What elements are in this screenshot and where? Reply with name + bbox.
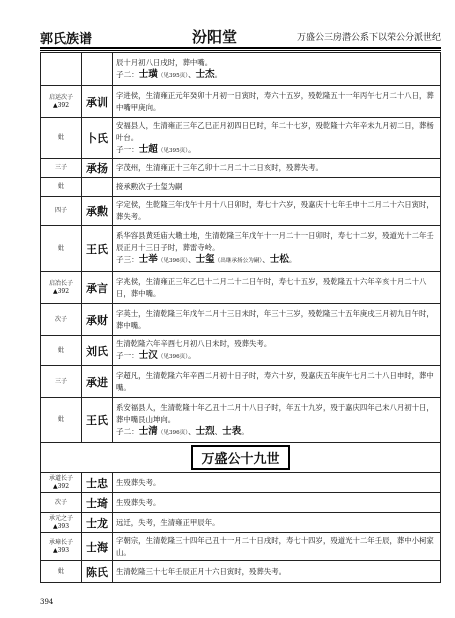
person-name: 王氏 (82, 398, 113, 443)
lineage-subtitle: 万盛公三房潜公系下以荣公分派世纪 (296, 33, 441, 43)
child-name: 士超 (138, 143, 158, 155)
entry-row (41, 53, 441, 86)
relation-note: 启运次子 ▲392 (41, 86, 82, 118)
children-text: 、 (188, 255, 196, 264)
header-rule (40, 47, 441, 49)
entry-row (41, 178, 441, 197)
person-name: 承扬 (82, 159, 113, 178)
biography-cell (113, 398, 441, 443)
biography-cell (113, 336, 441, 366)
person-name: 士琦 (82, 493, 113, 513)
biography-text: 系安福县人，生清乾隆十年乙丑十二月十八日子时，年五十九岁，殁于嘉庆四年己未八月初十日，葬中嘴艮山坤向。 (116, 402, 434, 424)
biography-cell (113, 178, 441, 197)
person-name: 承财 (82, 304, 113, 336)
relation-note (41, 53, 82, 86)
children-line (116, 426, 437, 439)
children-text: 子一： (116, 351, 139, 360)
biography-cell (113, 272, 441, 304)
relation-note: 妣 (41, 226, 82, 272)
entry-row (41, 226, 441, 272)
genealogy-table (40, 52, 441, 583)
biography-text: 生清乾隆六年辛酉七月初八日未时，殁葬失考。 (116, 339, 272, 348)
entry-row (41, 159, 441, 178)
children-text: 子三： (116, 255, 139, 264)
biography-cell (113, 159, 441, 178)
relation-note: 妣 (41, 398, 82, 443)
entry-row (41, 513, 441, 533)
entry-row (41, 473, 441, 493)
biography-cell (113, 118, 441, 159)
entry-row (41, 398, 441, 443)
child-name: 士汉 (138, 350, 158, 361)
person-name (82, 178, 113, 197)
entry-row (41, 272, 441, 304)
page-ref: （见396页） (157, 258, 189, 264)
biography-text: 字朝宗，生清乾隆三十四年己丑十一月二十日戌时，寿七十四岁，殁道光十二年壬辰，葬中小柯家山。 (113, 533, 441, 561)
biography-text: 生殁葬失考。 (113, 493, 441, 513)
child-name: 士烈 (195, 425, 215, 437)
biography-text: 字超凡，生清乾隆六年辛酉二月初十日子时，寿六十岁，殁嘉庆五年庚午七月二十八日申时，葬中嘴。 (116, 370, 434, 392)
children-text: 。 (188, 351, 196, 360)
person-name: 士龙 (82, 513, 113, 533)
generation-heading: 万盛公十九世 (191, 445, 289, 470)
child-name: 士表 (222, 425, 242, 437)
children-line (116, 350, 437, 363)
biography-text: 字英士，生清乾隆三年戊午二月十三日未时，年三十三岁，殁乾隆三十五年庚戌三月初九日午时，葬中嘴。 (116, 308, 434, 330)
child-name: 士清 (138, 425, 158, 437)
entry-row (41, 533, 441, 561)
biography-text: 接承勲次子士玺为嗣 (116, 182, 183, 191)
biography-cell (113, 197, 441, 226)
children-text: 。 (214, 69, 223, 79)
person-name: 士海 (82, 533, 113, 561)
entry-row (41, 493, 441, 513)
children-text: 子一： (116, 144, 139, 154)
children-line (116, 254, 437, 267)
child-name: 士松 (269, 254, 289, 265)
entry-row (41, 336, 441, 366)
children-text: 子二： (116, 426, 139, 436)
entry-row (41, 86, 441, 118)
children-text: 、 (188, 426, 196, 436)
children-text: 。 (288, 255, 297, 264)
children-text: 子二： (116, 69, 139, 79)
children-text: 、 (262, 255, 270, 264)
biography-text: 生清乾隆三十七年壬辰正月十六日寅时，殁葬失考。 (113, 561, 441, 583)
page-header (40, 28, 441, 48)
generation-cell (41, 443, 441, 473)
children-line (116, 144, 437, 157)
page-ref: （见396页） (157, 429, 189, 436)
relation-note: 妣 (41, 336, 82, 366)
person-name: 陈氏 (82, 561, 113, 583)
person-name: 承勲 (82, 197, 113, 226)
biography-text: 字茂州，生清雍正十三年乙卯十二月二十二日亥时，殁葬失考。 (116, 163, 323, 172)
generation-row (41, 443, 441, 473)
page-ref: （见395页） (157, 147, 189, 154)
relation-note: 承道长子 ▲392 (41, 473, 82, 493)
relation-note: 次子 (41, 304, 82, 336)
entry-row (41, 197, 441, 226)
biography-text: 系华容县黄廷庙大墈土地，生清乾隆三年戊午十一月二十一日卯时，寿七十二岁，殁道光十二年壬辰正月十三日子时，葬雷寺岭。 (116, 231, 434, 252)
children-text: 、 (188, 69, 196, 79)
person-name: 承训 (82, 86, 113, 118)
person-name: 士忠 (82, 473, 113, 493)
biography-text: 字进侯，生清雍正元年癸卯十月初一日寅时，寿六十五岁，殁乾隆五十一年丙午七月二十八日，葬中嘴甲庚向。 (116, 90, 434, 112)
biography-cell (113, 53, 441, 86)
person-name: 刘氏 (82, 336, 113, 366)
person-name: 承言 (82, 272, 113, 304)
child-name: 士杰 (195, 68, 215, 80)
biography-cell (113, 226, 441, 272)
biography-cell (113, 86, 441, 118)
entry-row (41, 118, 441, 159)
relation-note: 妣 (41, 561, 82, 583)
header-rule-thin (40, 50, 441, 51)
children-text: 。 (241, 426, 249, 436)
biography-cell (113, 366, 441, 398)
person-name (82, 53, 113, 86)
book-title: 郭氏族谱 (40, 32, 93, 47)
relation-note: 启冶长子 ▲392 (41, 272, 82, 304)
entry-row (41, 561, 441, 583)
person-name: 王氏 (82, 226, 113, 272)
biography-text: 字定侯，生乾隆三年戊午十月十八日卯时，寿七十六岁，殁嘉庆十七年壬申十二月二十六日寅时，葬失考。 (116, 200, 434, 221)
relation-note: 三子 (41, 159, 82, 178)
page-number: 394 (40, 598, 54, 606)
biography-text: 生殁葬失考。 (113, 473, 441, 493)
relation-note: 承元之子 ▲393 (41, 513, 82, 533)
hall-name: 汾阳堂 (192, 28, 238, 46)
relation-note: 承璋长子 ▲393 (41, 533, 82, 561)
person-name: 承进 (82, 366, 113, 398)
biography-text: 远迁，失考，生清雍正甲辰年。 (113, 513, 441, 533)
relation-note: 妣 (41, 118, 82, 159)
relation-note: 妣 (41, 178, 82, 197)
relation-note: 四子 (41, 197, 82, 226)
biography-text: 字兆侯，生清雍正三年乙巳十二月二十二日午时，寿七十五岁，殁乾隆五十六年辛亥十月二十八日，葬中嘴。 (116, 276, 427, 298)
child-name: 士举 (138, 254, 158, 265)
children-text: 。 (188, 144, 196, 154)
page-ref: （见396页） (157, 354, 189, 360)
biography-text: 安福县人，生清雍正三年乙巳正月初四日巳时，年二十七岁，殁乾隆十六年辛未九月初二日，葬杨叶台。 (116, 120, 434, 142)
relation-note: 三子 (41, 366, 82, 398)
page-ref: （见395页） (157, 72, 189, 79)
child-name: 士璜 (138, 68, 158, 80)
person-name: 卜氏 (82, 118, 113, 159)
biography-cell (113, 304, 441, 336)
biography-text: 辰十月初八日戌时，葬中嘴。 (116, 57, 213, 67)
page-ref: （出继承扬公为嗣） (214, 258, 263, 264)
child-name: 士玺 (195, 254, 215, 265)
entry-row (41, 366, 441, 398)
entry-row (41, 304, 441, 336)
relation-note: 次子 (41, 493, 82, 513)
children-text: 、 (214, 426, 223, 436)
children-line (116, 69, 437, 82)
